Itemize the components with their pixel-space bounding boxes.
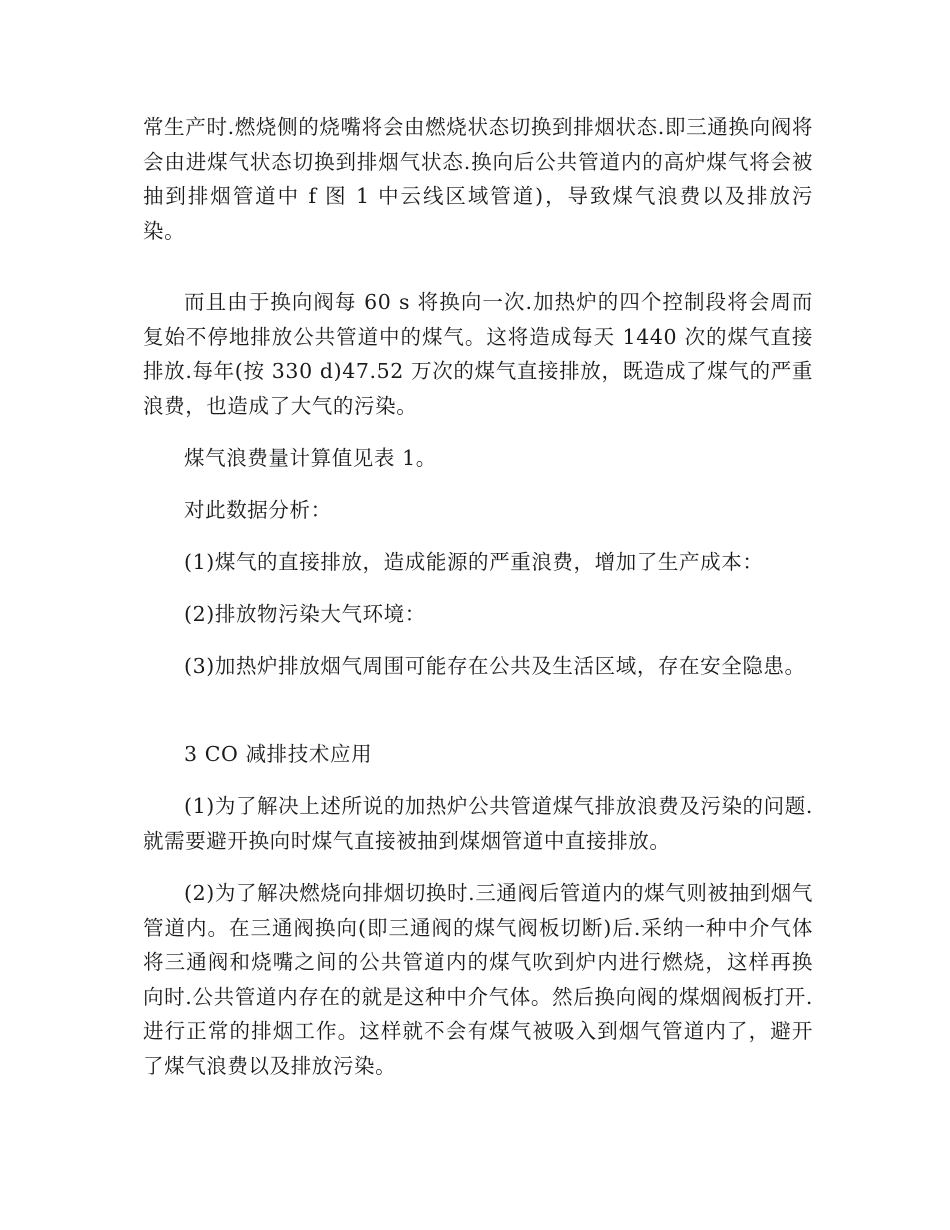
paragraph-continuation: 常生产时.燃烧侧的烧嘴将会由燃烧状态切换到排烟状态.即三通换向阀将会由进煤气状态切换到排烟气状态.换向后公共管道内的高炉煤气将会被抽到排烟管道中 f 图 1 中云线区域管道)，导致煤气浪费以及排放污染。 — [143, 115, 813, 243]
paragraph-solution-1: (1)为了解决上述所说的加热炉公共管道煤气排放浪费及污染的问题.就需要避开换向时煤气直接被抽到煤烟管道中直接排放。 — [143, 794, 813, 853]
list-item-2: (2)排放物污染大气环境： — [184, 602, 426, 626]
paragraph-analysis-intro: 对此数据分析： — [184, 498, 332, 522]
paragraph-table-reference: 煤气浪费量计算值见表 1。 — [184, 446, 437, 470]
list-item-3: (3)加热炉排放烟气周围可能存在公共及生活区域，存在安全隐患。 — [184, 654, 806, 678]
list-item-1: (1)煤气的直接排放，造成能源的严重浪费，增加了生产成本： — [184, 550, 764, 574]
section-heading: 3 CO 减排技术应用 — [184, 742, 373, 766]
paragraph-solution-2: (2)为了解决燃烧向排烟切换时.三通阀后管道内的煤气则被抽到烟气管道内。在三通阀换向(即三通阀的煤气阀板切断)后.采纳一种中介气体将三通阀和烧嘴之间的公共管道内的煤气吹到炉内进行燃烧，这样再换向时.公共管道内存在的就是这种中介气体。然后换向阀的煤烟阀板打开.进行正常的排烟工作。这样就不会有煤气被吸入到烟气管道内了，避开了煤气浪费以及排放污染。 — [143, 881, 813, 1078]
paragraph-gas-emission-frequency: 而且由于换向阀每 60 s 将换向一次.加热炉的四个控制段将会周而复始不停地排放公共管道中的煤气。这将造成每天 1440 次的煤气直接排放.每年(按 330 d)47.52 万次的煤气直接排放，既造成了煤气的严重浪费，也造成了大气的污染。 — [143, 290, 813, 418]
